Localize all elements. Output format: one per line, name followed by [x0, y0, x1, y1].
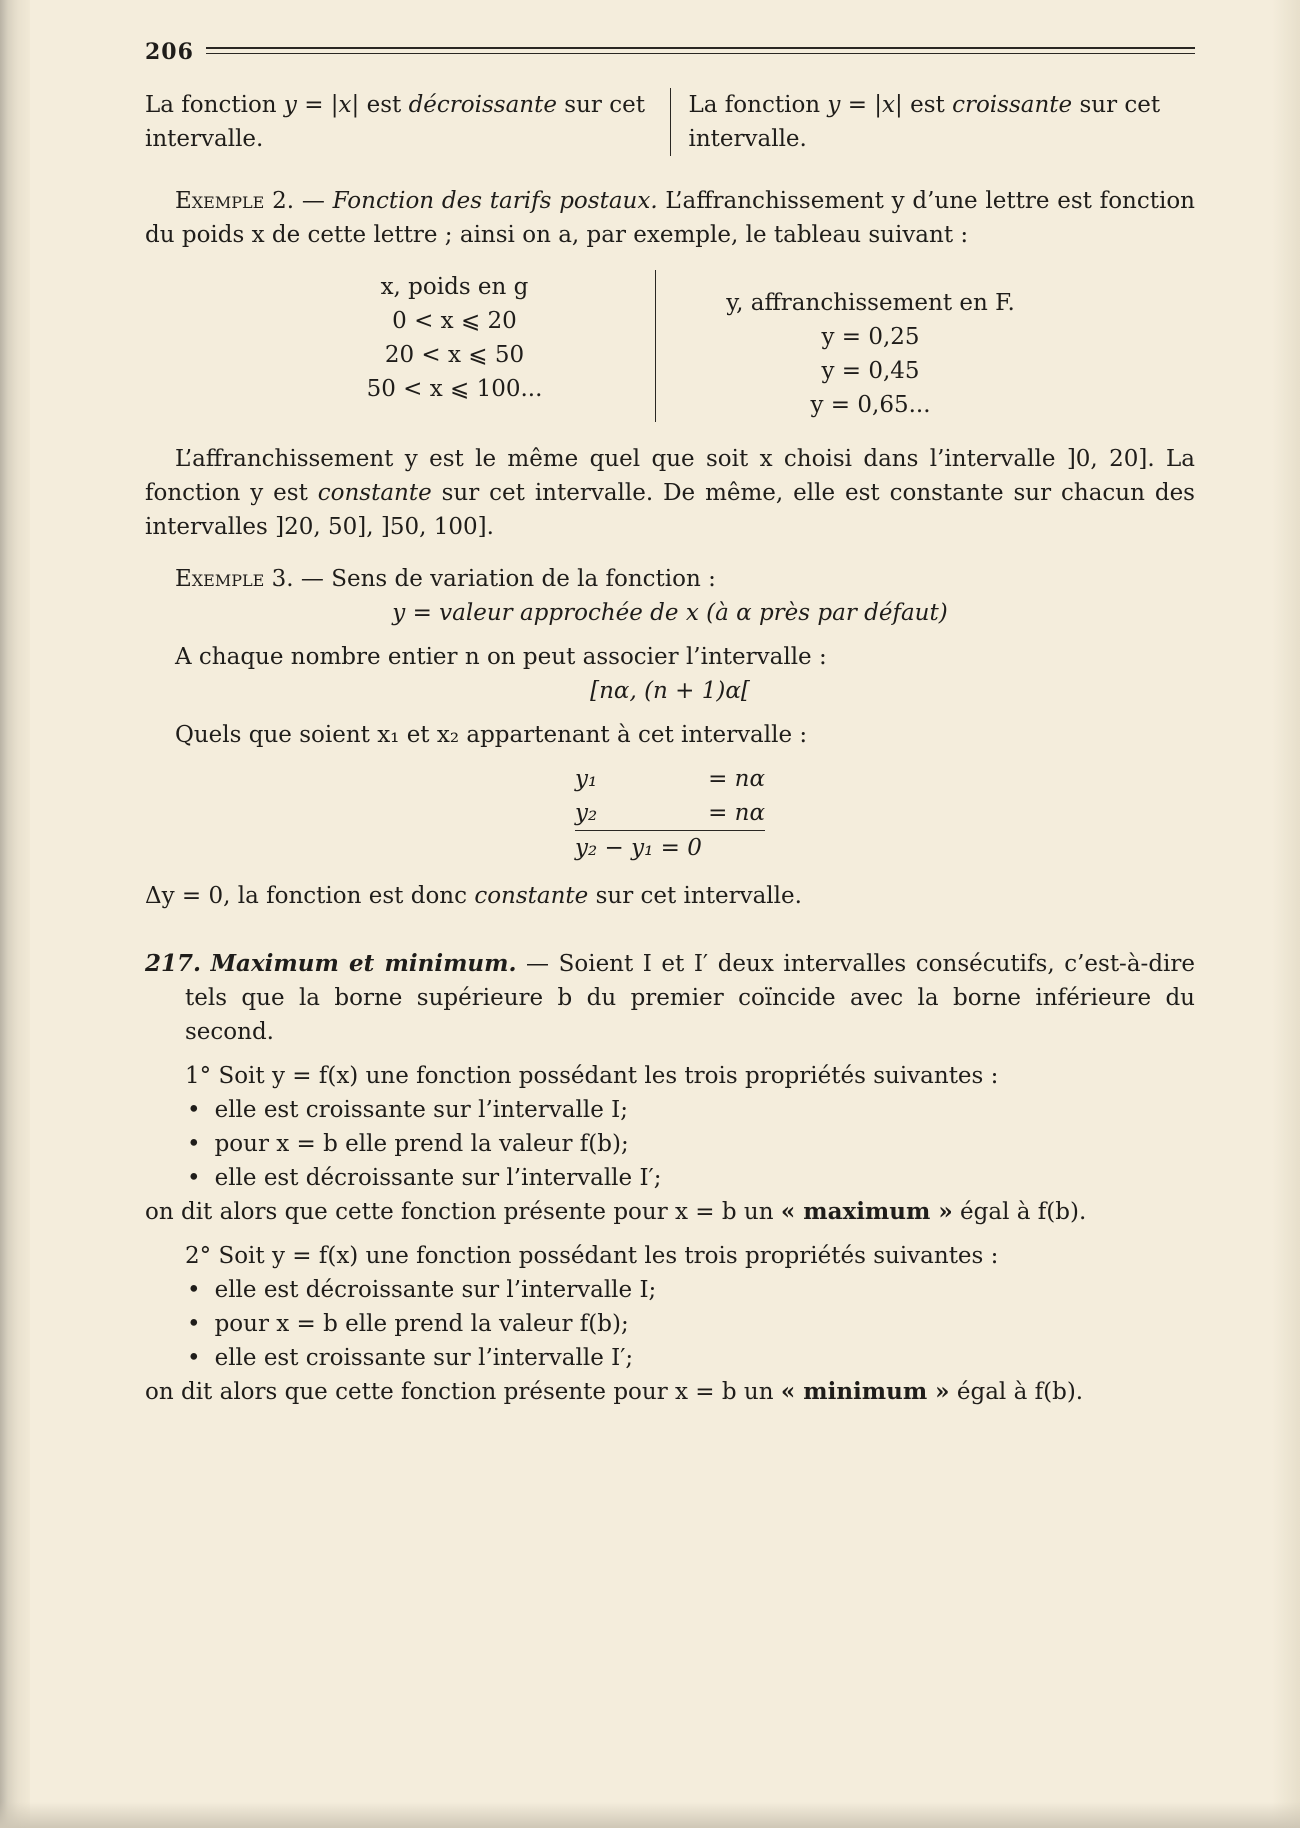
equation-row: [575, 762, 765, 796]
function-definition: y = valeur approchée de x (à α près par défaut): [392, 600, 948, 626]
list-item: • elle est décroissante sur l’intervalle I;: [187, 1273, 1195, 1307]
header-rule: [206, 47, 1195, 58]
example-3-intro: [145, 562, 1195, 596]
equation-difference: y₂ − y₁ = 0: [575, 830, 765, 865]
maximum-conditions: [145, 1093, 1195, 1195]
example-3-conclusion: [145, 879, 1195, 913]
equation-row: [575, 796, 765, 830]
list-item: • elle est croissante sur l’intervalle I;: [187, 1093, 1195, 1127]
minimum-term: « minimum »: [780, 1378, 950, 1405]
text: égal à f(b).: [952, 1199, 1087, 1225]
text: sur cet intervalle.: [145, 92, 645, 152]
example-2-heading: Exemple 2.: [175, 188, 295, 214]
example-2: [145, 184, 1195, 544]
text: Sens de variation de la fonction :: [331, 566, 716, 592]
text: sur cet intervalle.: [688, 92, 1161, 152]
page-header: [145, 30, 1195, 74]
equation-stack: [575, 762, 765, 865]
maximum-conclusion: [145, 1195, 1195, 1229]
text: — Soient I et I′ deux intervalles consécutifs, c’est-à-dire tels que la borne supérieure b du premier coïncide avec la borne inférieure du second.: [185, 951, 1195, 1045]
emphasis: constante: [317, 480, 432, 506]
formula: y = |x|: [283, 92, 360, 118]
dash: —: [293, 566, 332, 592]
list-item: • elle est croissante sur l’intervalle I′;: [187, 1341, 1195, 1375]
table-cell: y = 0,25: [821, 324, 920, 350]
text: on dit alors que cette fonction présente pour x = b un: [145, 1379, 781, 1405]
dash: —: [294, 188, 333, 214]
monotonic-left: [145, 88, 671, 156]
equation-rhs: = nα: [708, 800, 765, 826]
monotonic-right: [671, 88, 1196, 156]
text: L’affranchissement y est le même quel que soit x choisi dans l’intervalle ]0, 20]. La fonction y est: [145, 446, 1195, 506]
postal-table: [145, 270, 1195, 422]
text: A chaque nombre entier n on peut associer l’intervalle :: [175, 644, 827, 670]
list-item: • pour x = b elle prend la valeur f(b);: [187, 1307, 1195, 1341]
postal-table-weights: [285, 270, 656, 422]
emphasis: croissante: [952, 92, 1073, 118]
section-number: 217.: [145, 950, 202, 977]
formula: y = |x|: [827, 92, 903, 118]
maximum-term: « maximum »: [780, 1198, 953, 1225]
table-cell: y = 0,65...: [810, 392, 931, 418]
page-bottom-shadow: [0, 1802, 1300, 1828]
example-2-conclusion: [145, 442, 1195, 544]
postal-table-prices: [656, 270, 1056, 422]
emphasis: décroissante: [408, 92, 557, 118]
example-3-heading: Exemple 3.: [175, 566, 294, 592]
text: est: [902, 92, 953, 118]
table-header: x, poids en g: [380, 274, 529, 300]
book-binding-shadow: [0, 0, 30, 1828]
table-header: y, affranchissement en F.: [726, 290, 1015, 316]
minimum-conditions-intro: 2° Soit y = f(x) une fonction possédant les trois propriétés suivantes :: [185, 1243, 999, 1269]
interval-formula: [nα, (n + 1)α[: [590, 678, 750, 704]
text: Quels que soient x₁ et x₂ appartenant à cet intervalle :: [175, 722, 808, 748]
example-2-intro: [145, 184, 1195, 252]
book-page: [145, 30, 1195, 1409]
section-title: Maximum et minimum.: [210, 950, 517, 977]
text: égal à f(b).: [949, 1379, 1084, 1405]
equation-rhs: = nα: [708, 766, 765, 792]
list-item: • elle est décroissante sur l’intervalle I′;: [187, 1161, 1195, 1195]
text: on dit alors que cette fonction présente pour x = b un: [145, 1199, 781, 1225]
minimum-conditions: [145, 1273, 1195, 1375]
maximum-conditions-intro: 1° Soit y = f(x) une fonction possédant les trois propriétés suivantes :: [185, 1063, 999, 1089]
section-217-intro: [145, 947, 1195, 1049]
example-2-title: Fonction des tarifs postaux.: [332, 188, 658, 214]
example-3: [145, 562, 1195, 913]
list-item: • pour x = b elle prend la valeur f(b);: [187, 1127, 1195, 1161]
monotonic-comparison: [145, 88, 1195, 156]
text: sur cet intervalle. De même, elle est constante sur chacun des intervalles ]20, 50], ]50, 100].: [145, 480, 1195, 540]
table-cell: 50 < x ⩽ 100...: [366, 376, 543, 402]
emphasis: constante: [474, 883, 589, 909]
equation-lhs: y₁: [575, 766, 598, 792]
text: La fonction: [688, 92, 828, 118]
page-number: 206: [145, 39, 194, 65]
example-2-text: L’affranchissement y d’une lettre est fonction du poids x de cette lettre ; ainsi on a, par exemple, le tableau suivant :: [145, 188, 1195, 248]
text: est: [359, 92, 409, 118]
minimum-conclusion: [145, 1375, 1195, 1409]
table-cell: 0 < x ⩽ 20: [392, 308, 517, 334]
text: sur cet intervalle.: [588, 883, 802, 909]
text: Δy = 0, la fonction est donc: [145, 883, 475, 909]
section-217: [145, 947, 1195, 1409]
table-cell: 20 < x ⩽ 50: [384, 342, 525, 368]
text: La fonction: [145, 92, 284, 118]
page-edge-shadow: [1272, 0, 1300, 1828]
table-cell: y = 0,45: [821, 358, 920, 384]
equation-lhs: y₂: [575, 800, 598, 826]
